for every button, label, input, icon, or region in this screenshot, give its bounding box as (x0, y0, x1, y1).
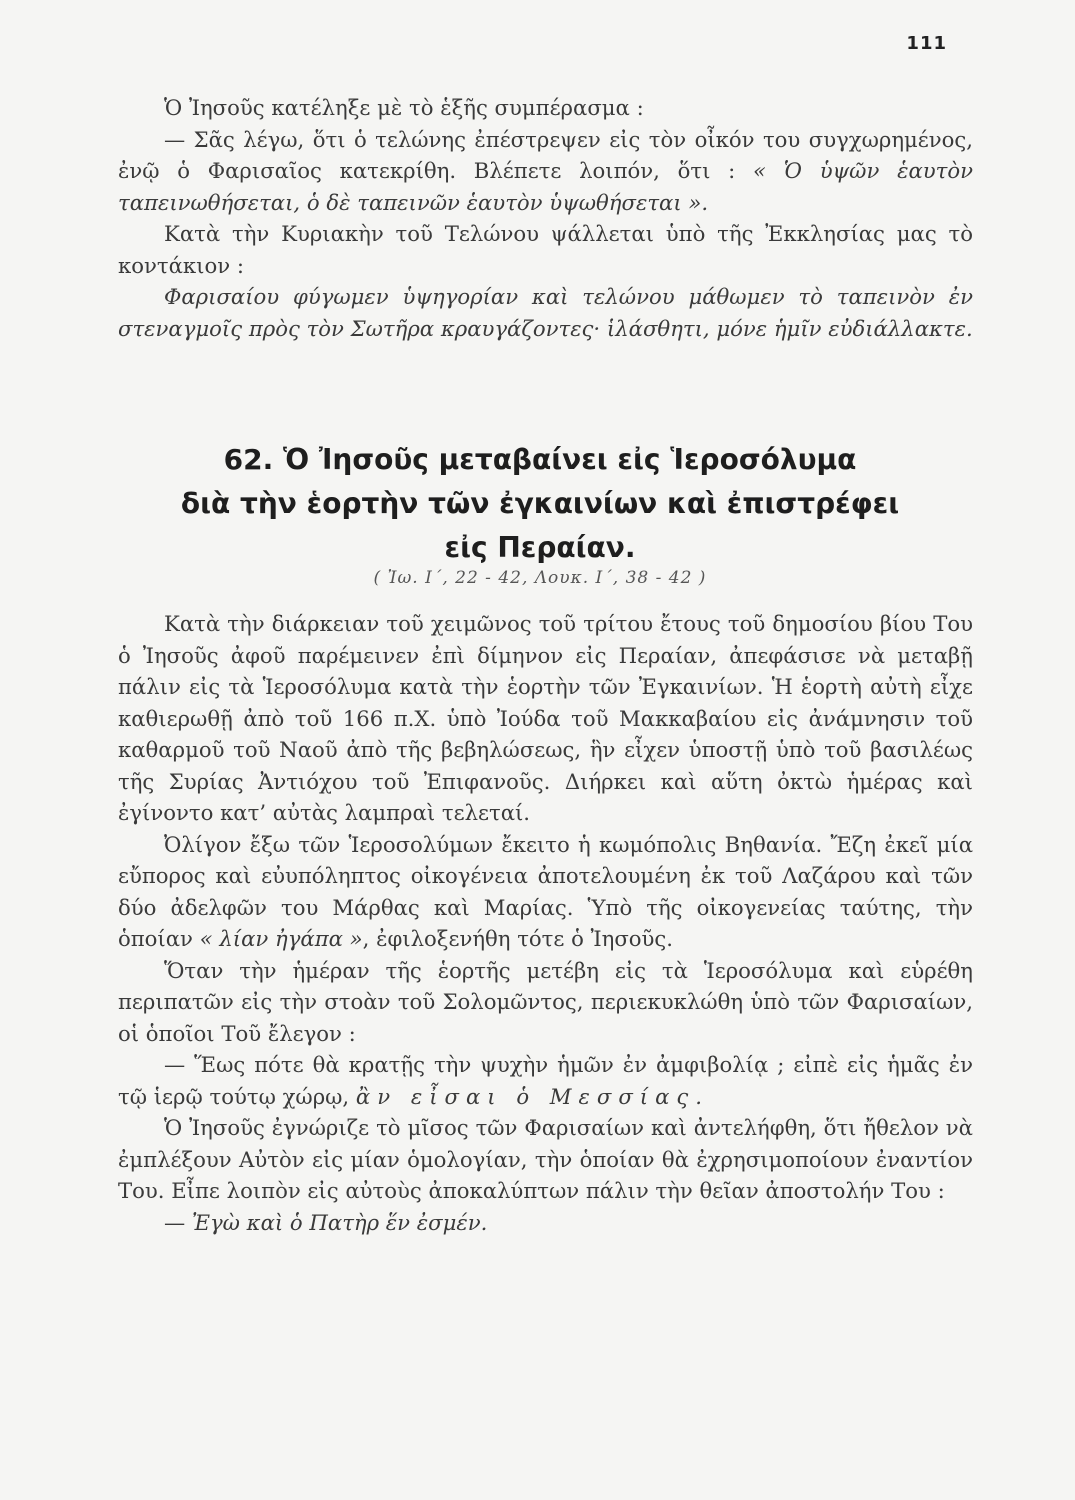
main-paragraph-5: Ὁ Ἰησοῦς ἐγνώριζε τὸ μῖσος τῶν Φαρισαίων καὶ ἀντελήφθη, ὅτι ἤθελον νὰ ἐμπλέξουν Αὐτὸν εἰς μίαν ὁμολογίαν, τὴν ὁποίαν θὰ ἐχρησιμοποίουν ἐναντίον Του. Εἶπε λοιπὸν εἰς αὐτοὺς ἀποκαλύπτων πάλιν τὴν θεῖαν ἀποστολήν Του : (118, 1115, 973, 1203)
main-paragraph-2 (118, 829, 973, 955)
main-paragraph-6-quote: Ἐγὼ καὶ ὁ Πατὴρ ἕν ἐσμέν. (191, 1209, 488, 1235)
main-section (118, 608, 973, 1238)
intro-paragraph-1: Ὁ Ἰησοῦς κατέληξε μὲ τὸ ἑξῆς συμπέρασμα : (164, 95, 644, 120)
intro-paragraph-2-text: — Σᾶς λέγω, ὅτι ὁ τελώνης ἐπέστρεψεν εἰς τὸν οἶκόν του συγχωρημένος, ἐνῷ ὁ Φαρισαῖος κατεκρίθη. Βλέπετε λοιπόν, ὅτι : (118, 126, 973, 183)
intro-quote: « Ὁ ὑψῶν ἑαυτὸν ταπεινωθήσεται, ὁ δὲ ταπεινῶν ἑαυτὸν ὑψωθήσεται ». (118, 158, 973, 215)
main-paragraph-4-before: — Ἕως πότε θὰ κρατῇς τὴν ψυχὴν ἡμῶν ἐν ἀμφιβολίᾳ ; εἰπὲ εἰς ἡμᾶς ἐν τῷ ἱερῷ τούτῳ χώρῳ, (118, 1052, 973, 1109)
main-paragraph-4 (118, 1049, 973, 1112)
intro-paragraph-3: Κατὰ τὴν Κυριακὴν τοῦ Τελώνου ψάλλεται ὑπὸ τῆς Ἐκκλησίας μας τὸ κοντάκιον : (118, 221, 973, 278)
main-paragraph-2-after: , ἐφιλοξενήθη τότε ὁ Ἰησοῦς. (362, 926, 674, 951)
scripture-reference: ( Ἰω. Ι΄, 22 - 42, Λουκ. Ι΄, 38 - 42 ) (373, 568, 707, 588)
main-paragraph-4-spaced: ἂν εἶσαι ὁ Μεσσίας. (355, 1083, 710, 1109)
intro-section (118, 92, 973, 344)
chapter-title-line-3: εἰς Περαίαν. (444, 531, 636, 564)
chapter-title-line-1: 62. Ὁ Ἰησοῦς μεταβαίνει εἰς Ἱεροσόλυμα (223, 443, 857, 476)
main-paragraph-2-quote: « λίαν ἠγάπα » (199, 926, 363, 951)
chapter-title-line-2: διὰ τὴν ἑορτὴν τῶν ἐγκαινίων καὶ ἐπιστρέφει (180, 487, 900, 520)
main-paragraph-3: Ὅταν τὴν ἡμέραν τῆς ἑορτῆς μετέβη εἰς τὰ Ἱεροσόλυμα καὶ εὑρέθη περιπατῶν εἰς τὴν στοὰν τοῦ Σολομῶντος, περιεκυκλώθη ὑπὸ τῶν Φαρισαίων, οἱ ὁποῖοι Τοῦ ἔλεγον : (118, 957, 973, 1046)
kontakion-text: Φαρισαίου φύγωμεν ὑψηγορίαν καὶ τελώνου μάθωμεν τὸ ταπεινὸν ἐν στεναγμοῖς πρὸς τὸν Σωτῆρα κραυγάζοντες· ἱλάσθητι, μόνε ἡμῖν εὐδιάλλακτε. (118, 284, 973, 341)
page-number: 111 (906, 33, 947, 54)
main-paragraph-6 (118, 1207, 973, 1239)
chapter-heading (140, 438, 940, 570)
main-paragraph-1: Κατὰ τὴν διάρκειαν τοῦ χειμῶνος τοῦ τρίτου ἔτους τοῦ δημοσίου βίου Του ὁ Ἰησοῦς ἀφοῦ παρέμεινεν ἐπὶ δίμηνον εἰς Περαίαν, ἀπεφάσισε νὰ μεταβῇ πάλιν εἰς τὰ Ἱεροσόλυμα κατὰ τὴν ἑορτὴν τῶν Ἐγκαινίων. Ἡ ἑορτὴ αὐτὴ εἶχε καθιερωθῇ ἀπὸ τοῦ 166 π.Χ. ὑπὸ Ἰούδα τοῦ Μακκαβαίου εἰς ἀνάμνησιν τοῦ καθαρμοῦ τοῦ Ναοῦ ἀπὸ τῆς βεβηλώσεως, ἣν εἶχεν ὑποστῇ ὑπὸ τοῦ βασιλέως τῆς Συρίας Ἀντιόχου τοῦ Ἐπιφανοῦς. Διήρκει καὶ αὕτη ὀκτὼ ἡμέρας καὶ ἐγίνοντο κατ’ αὐτὰς λαμπραὶ τελεταί. (118, 611, 973, 825)
main-paragraph-6-dash: — (164, 1209, 192, 1235)
main-paragraph-2-before: Ὀλίγον ἔξω τῶν Ἱεροσολύμων ἔκειτο ἡ κωμόπολις Βηθανία. Ἔζη ἐκεῖ μία εὔπορος καὶ εὐυπόληπτος οἰκογένεια ἀποτελουμένη ἐκ τοῦ Λαζάρου καὶ τῶν δύο ἀδελφῶν του Μάρθας καὶ Μαρίας. Ὑπὸ τῆς οἰκογενείας ταύτης, τὴν ὁποίαν (118, 831, 973, 951)
intro-paragraph-2 (118, 124, 973, 219)
